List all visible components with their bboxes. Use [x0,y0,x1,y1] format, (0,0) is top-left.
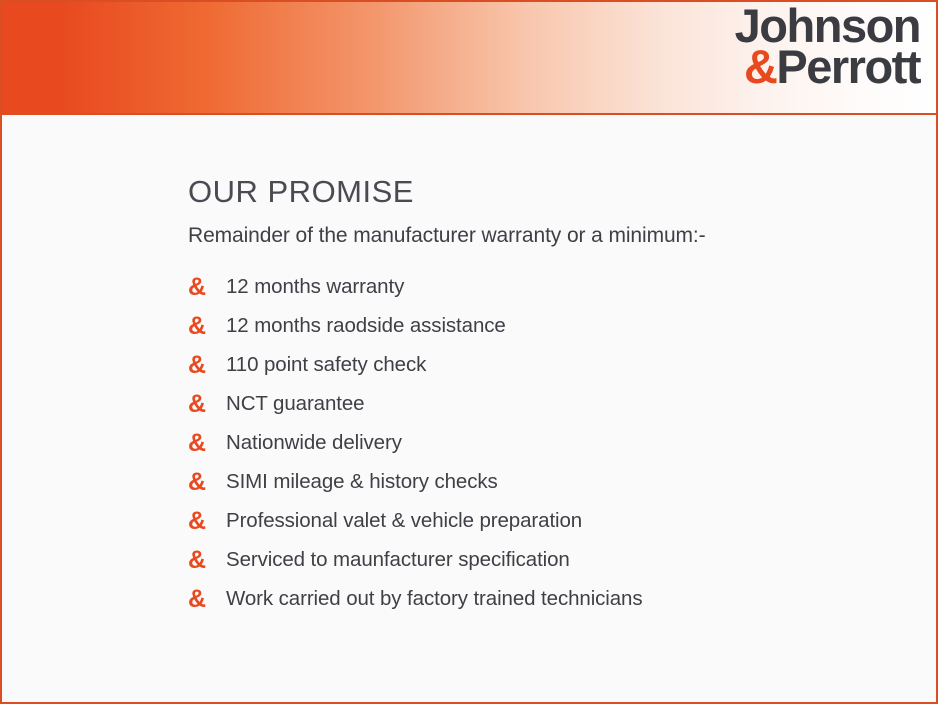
list-item-label: SIMI mileage & history checks [226,470,498,493]
page-subtitle: Remainder of the manufacturer warranty or a minimum:- [188,224,706,247]
list-item [188,313,906,339]
list-item [188,391,906,417]
promise-list [188,274,906,612]
list-item [188,274,906,300]
ampersand-bullet-icon: & [188,506,207,535]
list-item [188,508,906,534]
list-item-label: Nationwide delivery [226,431,402,454]
list-item [188,430,906,456]
logo-line-perrott [735,40,920,94]
johnson-and-perrott-logo [734,0,920,94]
page-title: OUR PROMISE [188,174,414,209]
ampersand-bullet-icon: & [188,584,207,613]
list-item [188,586,906,612]
ampersand-bullet-icon: & [188,350,207,379]
logo-perrott-text: Perrott [776,40,920,94]
ampersand-bullet-icon: & [188,272,207,301]
ampersand-bullet-icon: & [188,311,207,340]
ampersand-bullet-icon: & [188,428,207,457]
brand-header-band [2,2,936,115]
list-item [188,547,906,573]
logo-line-johnson: Johnson [734,0,920,52]
list-item-label: Work carried out by factory trained technicians [226,587,643,610]
list-item-label: Serviced to maunfacturer specification [226,548,570,571]
list-item [188,352,906,378]
list-item-label: 110 point safety check [226,353,427,376]
ampersand-bullet-icon: & [188,545,207,574]
promise-content [188,174,906,625]
ampersand-bullet-icon: & [188,389,207,418]
list-item-label: 12 months warranty [226,275,405,298]
list-item [188,469,906,495]
list-item-label: NCT guarantee [226,392,365,415]
logo-ampersand-icon: & [743,40,777,94]
ampersand-bullet-icon: & [188,467,207,496]
list-item-label: Professional valet & vehicle preparation [226,509,583,532]
list-item-label: 12 months raodside assistance [226,314,506,337]
